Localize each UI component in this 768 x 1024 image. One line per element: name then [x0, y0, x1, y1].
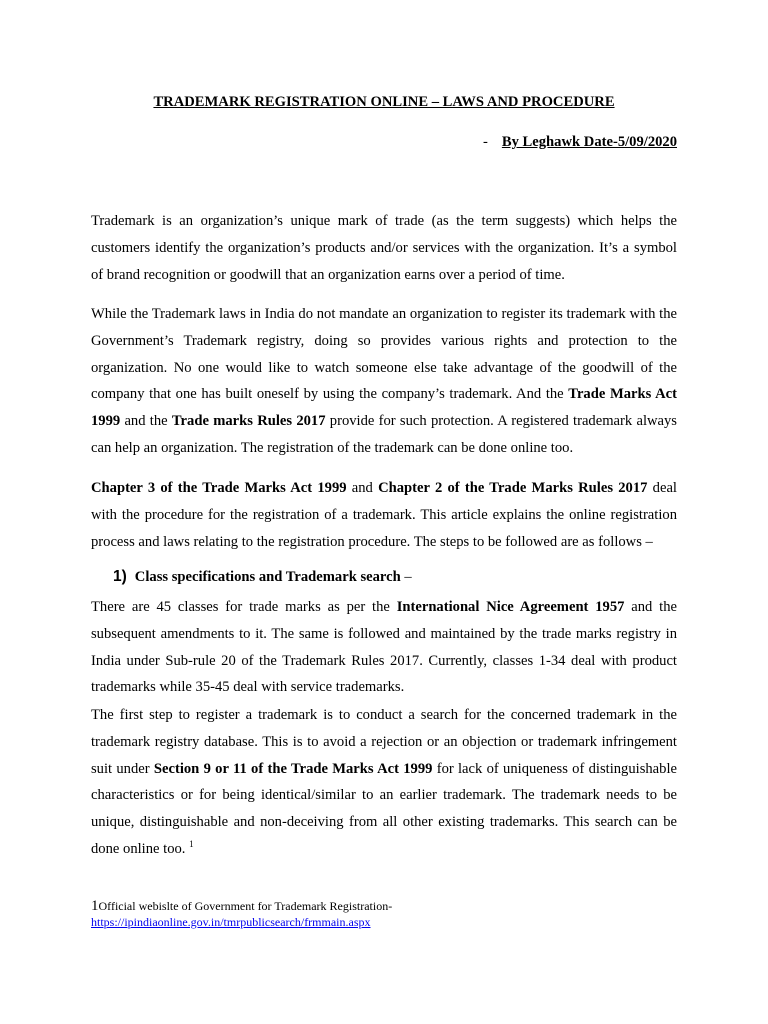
footnote-link[interactable]: https://ipindiaonline.gov.in/tmrpublicsearch/frmmain.aspx — [91, 915, 371, 929]
section-heading-1 — [113, 568, 412, 586]
section-heading-text: Class specifications and Trademark search — [134, 569, 401, 585]
paragraph-search — [91, 702, 677, 863]
byline — [483, 134, 677, 151]
text-run: for lack of uniqueness of distinguishable characteristics or for being identical/similar to an earlier trademark. The trademark needs to be unique, distinguishable and non-deceiving from all other existing trademarks. This search can be done online too. — [91, 760, 677, 857]
paragraph-laws — [91, 301, 677, 462]
bold-chapter-2: Chapter 2 of the Trade Marks Rules 2017 — [378, 480, 648, 496]
bold-nice-agreement: International Nice Agreement 1957 — [396, 599, 625, 615]
byline-dash: - — [483, 134, 488, 150]
text-run: There are 45 classes for trade marks as per the — [91, 599, 397, 615]
footnote-text: Official webislte of Government for Trademark Registration- — [98, 899, 393, 913]
text-run: provide for such protection. A registered trademark always can help an organization. The registration of the trademark can be done online too. — [91, 413, 677, 456]
paragraph-intro: Trademark is an organization’s unique mark of trade (as the term suggests) which helps the customers identify the organization’s products and/or services with the organization. It’s a symbol of brand recognition or goodwill that an organization earns over a period of time. — [91, 213, 677, 283]
footnote — [91, 898, 691, 930]
footnote-number: 1 — [91, 898, 99, 914]
text-run: The first step to register a trademark is to conduct a search for the concerned trademark in the trademark registry database. This is to avoid a rejection or an objection or trademark infringement suit under — [91, 707, 677, 777]
text-run: While the Trademark laws in India do not mandate an organization to register its trademark with the Government’s Trademark registry, doing so provides various rights and protection to the organization. No one would like to watch someone else take advantage of the goodwill of the company that one has built oneself by using the company’s trademark. And the — [91, 306, 677, 403]
paragraph-classes — [91, 594, 677, 701]
document-title: TRADEMARK REGISTRATION ONLINE – LAWS AND PROCEDURE — [153, 94, 615, 110]
text-run: and the — [120, 413, 172, 430]
byline-text: By Leghawk Date-5/09/2020 — [501, 134, 677, 150]
bold-section-9-11: Section 9 or 11 of the Trade Marks Act 1999 — [153, 760, 433, 777]
bold-chapter-3: Chapter 3 of the Trade Marks Act 1999 — [91, 480, 347, 496]
bold-rules-2017: Trade marks Rules 2017 — [171, 413, 326, 430]
footnote-reference[interactable]: 1 — [189, 838, 194, 849]
text-run: deal with the procedure for the registration of a trademark. This article explains the online registration process and laws relating to the registration procedure. The steps to be followed are as follows – — [91, 480, 677, 550]
section-number: 1) — [113, 568, 127, 585]
bold-act-1999: Trade Marks Act 1999 — [91, 386, 678, 430]
paragraph-chapters — [91, 475, 677, 555]
text-run: and the subsequent amendments to it. The same is followed and maintained by the trade marks registry in India under Sub-rule 20 of the Trademark Rules 2017. Currently, classes 1-34 deal with product trademarks while 35-45 deal with service trademarks. — [91, 599, 677, 696]
text-run: and — [346, 480, 379, 496]
section-heading-suffix: – — [400, 569, 412, 585]
